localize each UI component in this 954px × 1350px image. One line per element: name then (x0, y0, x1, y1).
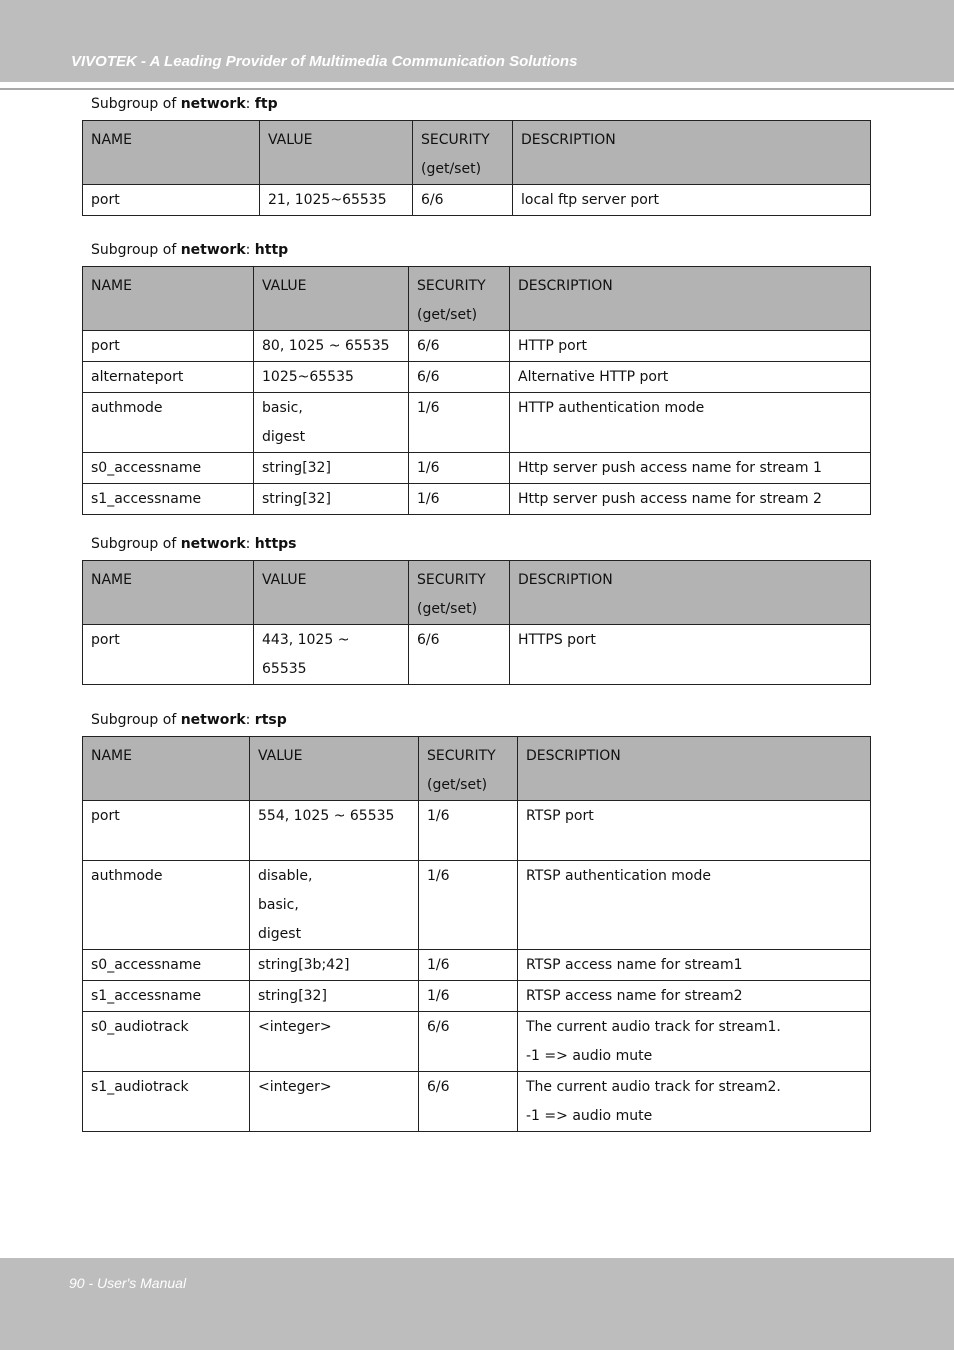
caption-subgroup: ftp (254, 96, 278, 112)
header-title: VIVOTEK - A Leading Provider of Multimedia Communication Solutions (71, 53, 578, 70)
param-value (250, 950, 419, 981)
security-label: SECURITY (417, 278, 486, 294)
param-description (510, 484, 871, 515)
param-name: port (83, 625, 254, 685)
caption-prefix: Subgroup of (91, 712, 181, 728)
param-security: 6/6 (409, 362, 510, 393)
column-header-security (409, 267, 510, 331)
caption-group: network (180, 712, 246, 728)
description-line: Http server push access name for stream 2 (518, 491, 822, 507)
param-description (510, 453, 871, 484)
value-line: 554, 1025 ~ 65535 (258, 808, 395, 824)
description-line: RTSP access name for stream1 (526, 957, 743, 973)
table-header (83, 737, 871, 801)
header-row (83, 737, 871, 801)
param-value (250, 1012, 419, 1072)
param-security: 6/6 (419, 1012, 518, 1072)
caption-group: network (180, 242, 246, 258)
param-security: 1/6 (419, 861, 518, 950)
param-name: s1_audiotrack (83, 1072, 250, 1132)
param-security: 1/6 (419, 950, 518, 981)
param-security: 6/6 (413, 185, 513, 216)
security-sublabel: (get/set) (421, 161, 482, 177)
description-line: HTTPS port (518, 632, 596, 648)
description-line: Alternative HTTP port (518, 369, 669, 385)
param-security: 1/6 (409, 393, 510, 453)
table-header (83, 561, 871, 625)
param-description (518, 861, 871, 950)
value-line: 80, 1025 ~ 65535 (262, 338, 390, 354)
table-header (83, 121, 871, 185)
value-line: basic, (258, 897, 299, 913)
param-description (510, 362, 871, 393)
param-name: authmode (83, 861, 250, 950)
caption-separator: : (245, 242, 255, 258)
security-label: SECURITY (417, 572, 486, 588)
table-body (83, 801, 871, 1132)
value-line: basic, (262, 400, 303, 416)
description-line: local ftp server port (521, 192, 660, 208)
param-value (250, 861, 419, 950)
param-security: 1/6 (409, 484, 510, 515)
column-header-name: NAME (83, 561, 254, 625)
column-header-value: VALUE (260, 121, 413, 185)
header-row (83, 267, 871, 331)
param-description (518, 1012, 871, 1072)
table-row (83, 453, 871, 484)
param-description (513, 185, 871, 216)
param-value (254, 625, 409, 685)
param-description (518, 801, 871, 861)
table-row (83, 1012, 871, 1072)
param-name: port (83, 331, 254, 362)
header-row (83, 561, 871, 625)
param-name: port (83, 801, 250, 861)
value-line: 1025~65535 (262, 369, 354, 385)
param-value (254, 362, 409, 393)
column-header-description: DESCRIPTION (510, 561, 871, 625)
value-line: 443, 1025 ~ (262, 632, 350, 648)
table-row (83, 393, 871, 453)
table-row (83, 625, 871, 685)
caption-separator: : (245, 96, 255, 112)
value-line: <integer> (258, 1019, 332, 1035)
column-header-security (409, 561, 510, 625)
param-security: 6/6 (419, 1072, 518, 1132)
security-sublabel: (get/set) (427, 777, 488, 793)
description-line: RTSP port (526, 808, 594, 824)
table-body (83, 625, 871, 685)
column-header-description: DESCRIPTION (510, 267, 871, 331)
param-name: s1_accessname (83, 484, 254, 515)
param-description (518, 950, 871, 981)
column-header-description: DESCRIPTION (518, 737, 871, 801)
security-label: SECURITY (427, 748, 496, 764)
table-row (83, 801, 871, 861)
security-label: SECURITY (421, 132, 490, 148)
param-value (254, 393, 409, 453)
param-name: s0_accessname (83, 950, 250, 981)
value-line: string[32] (258, 988, 327, 1004)
value-line: <integer> (258, 1079, 332, 1095)
caption-group: network (180, 536, 246, 552)
param-security: 6/6 (409, 625, 510, 685)
table-row (83, 185, 871, 216)
page-number-label: 90 - User's Manual (69, 1275, 187, 1291)
caption-subgroup: rtsp (254, 712, 287, 728)
caption-subgroup: https (254, 536, 297, 552)
column-header-value: VALUE (250, 737, 419, 801)
security-sublabel: (get/set) (417, 307, 478, 323)
caption-group: network (180, 96, 246, 112)
param-value (254, 453, 409, 484)
table-body (83, 185, 871, 216)
section-caption (91, 536, 297, 552)
param-security: 6/6 (409, 331, 510, 362)
parameter-table (82, 120, 871, 216)
section-caption (91, 242, 288, 258)
param-description (510, 393, 871, 453)
param-value (254, 331, 409, 362)
table-row (83, 981, 871, 1012)
param-security: 1/6 (409, 453, 510, 484)
value-line: digest (262, 429, 306, 445)
table-row (83, 484, 871, 515)
table-row (83, 1072, 871, 1132)
param-description (510, 625, 871, 685)
param-value (250, 801, 419, 861)
description-line: HTTP authentication mode (518, 400, 705, 416)
column-header-name: NAME (83, 267, 254, 331)
header-row (83, 121, 871, 185)
column-header-security (419, 737, 518, 801)
description-line: RTSP access name for stream2 (526, 988, 743, 1004)
param-value (254, 484, 409, 515)
table-row (83, 861, 871, 950)
caption-subgroup: http (254, 242, 289, 258)
param-security: 1/6 (419, 981, 518, 1012)
param-name: s0_audiotrack (83, 1012, 250, 1072)
value-line: disable, (258, 868, 313, 884)
column-header-value: VALUE (254, 267, 409, 331)
param-name: port (83, 185, 260, 216)
param-security: 1/6 (419, 801, 518, 861)
description-line: RTSP authentication mode (526, 868, 711, 884)
param-name: alternateport (83, 362, 254, 393)
column-header-value: VALUE (254, 561, 409, 625)
table-row (83, 950, 871, 981)
param-description (510, 331, 871, 362)
value-line: digest (258, 926, 302, 942)
param-description (518, 981, 871, 1012)
param-value (260, 185, 413, 216)
column-header-name: NAME (83, 121, 260, 185)
description-line: -1 => audio mute (526, 1048, 653, 1064)
param-name: s0_accessname (83, 453, 254, 484)
table-body (83, 331, 871, 515)
section-caption (91, 96, 278, 112)
value-line: string[32] (262, 491, 331, 507)
value-line: 65535 (262, 661, 307, 677)
param-name: authmode (83, 393, 254, 453)
table-row (83, 331, 871, 362)
section-caption (91, 712, 287, 728)
footer-band (0, 1258, 954, 1350)
description-line: The current audio track for stream1. (526, 1019, 781, 1035)
value-line: string[3b;42] (258, 957, 350, 973)
value-line: string[32] (262, 460, 331, 476)
description-line: The current audio track for stream2. (526, 1079, 781, 1095)
caption-prefix: Subgroup of (91, 536, 181, 552)
column-header-name: NAME (83, 737, 250, 801)
description-line: HTTP port (518, 338, 587, 354)
column-header-security (413, 121, 513, 185)
header-divider (0, 88, 954, 90)
parameter-table (82, 736, 871, 1132)
param-name: s1_accessname (83, 981, 250, 1012)
description-line: Http server push access name for stream 1 (518, 460, 822, 476)
security-sublabel: (get/set) (417, 601, 478, 617)
caption-prefix: Subgroup of (91, 96, 181, 112)
param-value (250, 1072, 419, 1132)
table-row (83, 362, 871, 393)
param-value (250, 981, 419, 1012)
table-header (83, 267, 871, 331)
caption-prefix: Subgroup of (91, 242, 181, 258)
value-line: 21, 1025~65535 (268, 192, 387, 208)
caption-separator: : (245, 536, 255, 552)
param-description (518, 1072, 871, 1132)
parameter-table (82, 266, 871, 515)
caption-separator: : (245, 712, 255, 728)
description-line: -1 => audio mute (526, 1108, 653, 1124)
parameter-table (82, 560, 871, 685)
column-header-description: DESCRIPTION (513, 121, 871, 185)
